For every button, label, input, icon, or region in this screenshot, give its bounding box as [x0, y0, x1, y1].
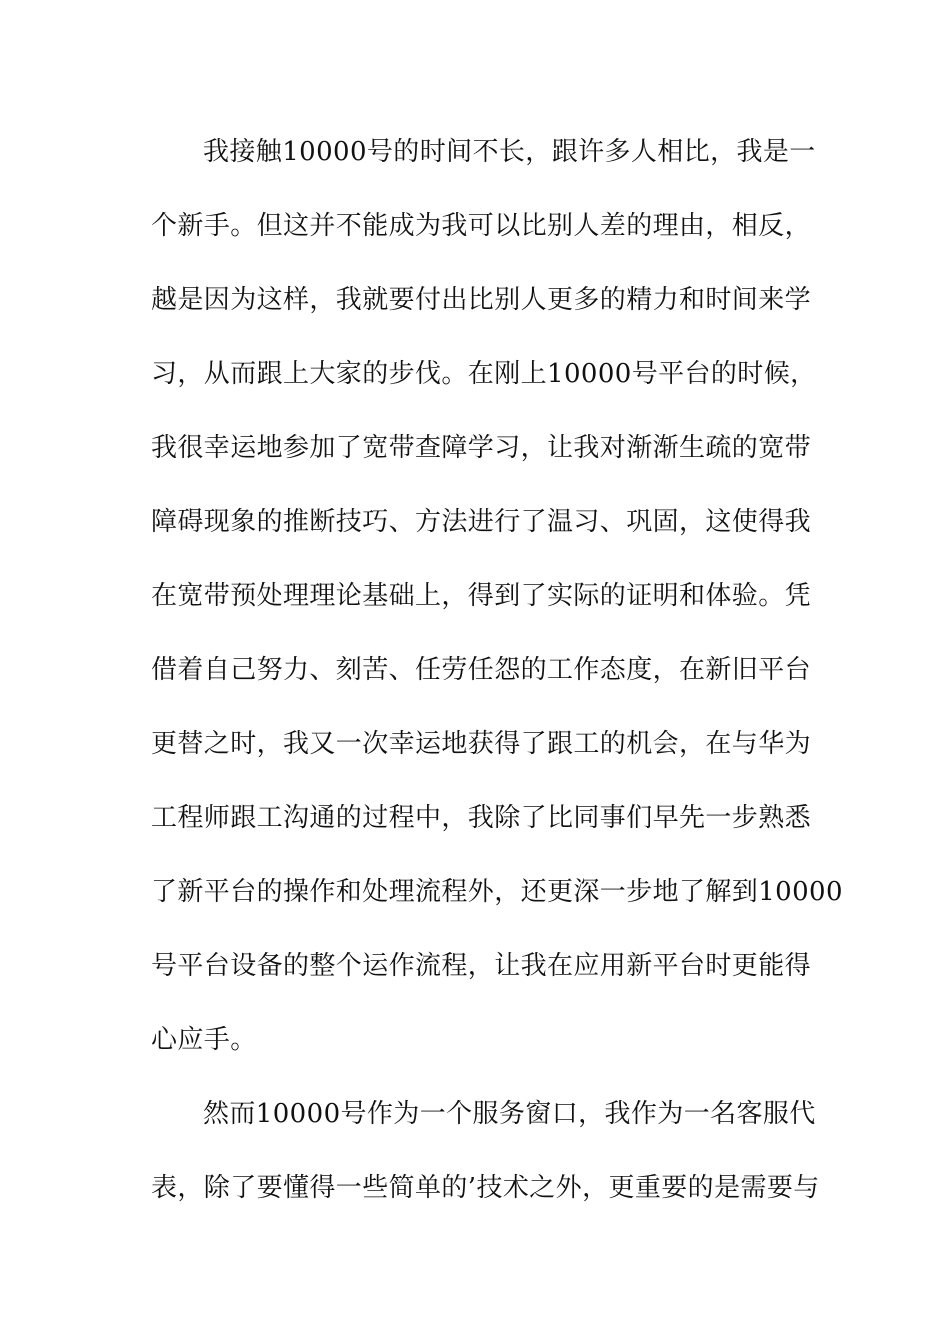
text-line: 个新手。但这并不能成为我可以比别人差的理由，相反， — [151, 211, 812, 241]
text-line: 心应手。 — [151, 1025, 257, 1055]
text-line: 更替之时，我又一次幸运地获得了跟工的机会，在与华为 — [151, 729, 812, 759]
text-line: 借着自己努力、刻苦、任劳任怨的工作态度，在新旧平台 — [151, 655, 812, 685]
text-line: 工程师跟工沟通的过程中，我除了比同事们早先一步熟悉 — [151, 803, 812, 833]
paragraph-1 — [151, 126, 843, 1088]
text-line: 号平台设备的整个运作流程，让我在应用新平台时更能得 — [151, 951, 812, 981]
text-line: 在宽带预处理理论基础上，得到了实际的证明和体验。凭 — [151, 581, 812, 611]
text-line: 表，除了要懂得一些简单的’技术之外，更重要的是需要与 — [151, 1173, 820, 1203]
paragraph-2 — [151, 1088, 820, 1236]
text-line: 了新平台的操作和处理流程外，还更深一步地了解到10000 — [151, 877, 843, 907]
text-line: 我很幸运地参加了宽带查障学习，让我对渐渐生疏的宽带 — [151, 433, 812, 463]
document-body — [151, 126, 843, 1236]
text-line: 障碍现象的推断技巧、方法进行了温习、巩固，这使得我 — [151, 507, 812, 537]
text-line: 习，从而跟上大家的步伐。在刚上10000号平台的时候， — [151, 359, 817, 389]
text-line: 我接触10000号的时间不长，跟许多人相比，我是一 — [203, 137, 816, 167]
text-line: 然而10000号作为一个服务窗口，我作为一名客服代 — [203, 1099, 816, 1129]
text-line: 越是因为这样，我就要付出比别人更多的精力和时间来学 — [151, 285, 812, 315]
